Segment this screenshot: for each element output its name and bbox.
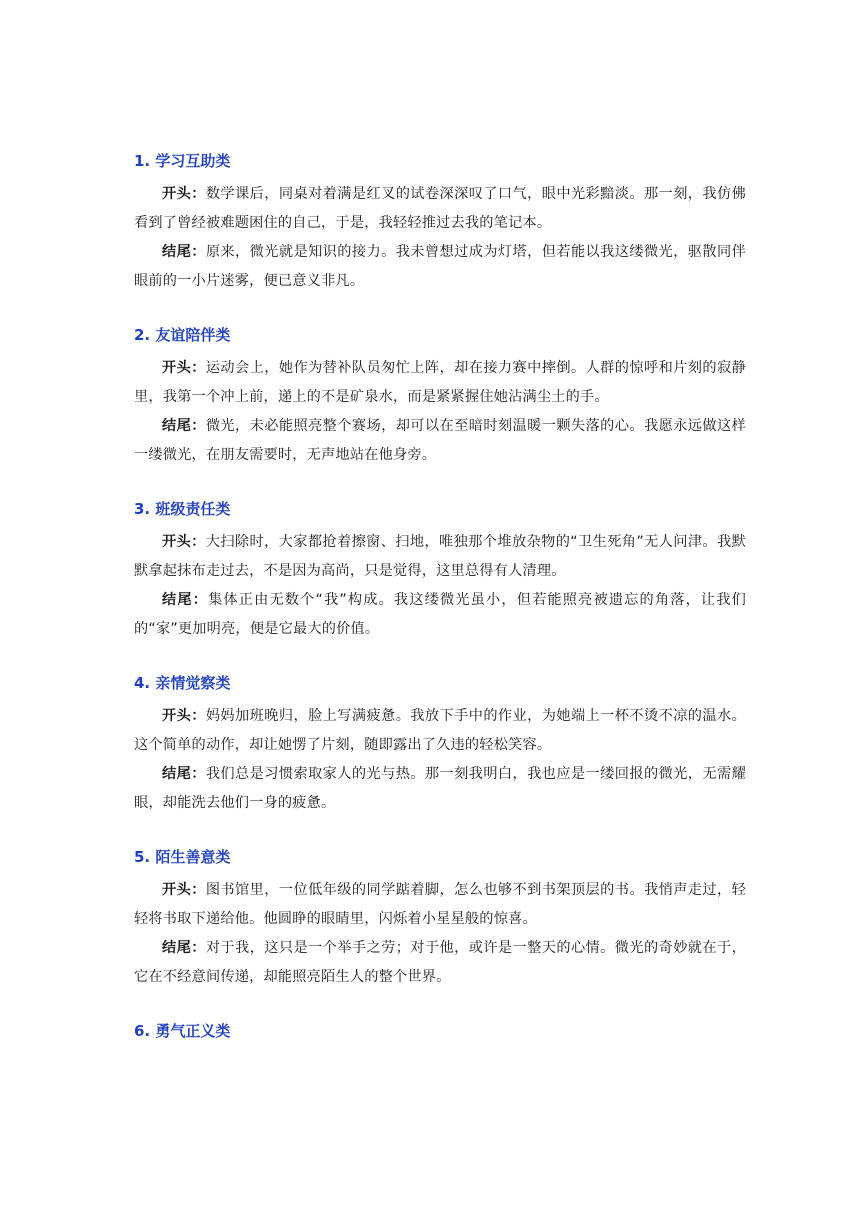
ending-label: 结尾： (162, 940, 206, 956)
opening-label: 开头： (162, 534, 206, 550)
ending-text: 对于我，这只是一个举手之劳；对于他，或许是一整天的心情。微光的奇妙就在于，它在不经意间传递，却能照亮陌生人的整个世界。 (134, 940, 747, 985)
opening-paragraph (134, 354, 746, 412)
ending-label: 结尾： (162, 418, 206, 434)
ending-paragraph (134, 934, 746, 992)
section-class-responsibility (134, 498, 746, 644)
document-content (134, 150, 746, 1070)
ending-text: 我们总是习惯索取家人的光与热。那一刻我明白，我也应是一缕回报的微光，无需耀眼，却能洗去他们一身的疲惫。 (134, 766, 747, 811)
opening-text: 数学课后，同桌对着满是红叉的试卷深深叹了口气，眼中光彩黯淡。那一刻，我仿佛看到了曾经被难题困住的自己，于是，我轻轻推过去我的笔记本。 (134, 186, 747, 231)
ending-text: 集体正由无数个“我”构成。我这缕微光虽小，但若能照亮被遗忘的角落，让我们的“家”更加明亮，便是它最大的价值。 (134, 592, 747, 637)
opening-text: 运动会上，她作为替补队员匆忙上阵，却在接力赛中摔倒。人群的惊呼和片刻的寂静里，我第一个冲上前，递上的不是矿泉水，而是紧紧握住她沾满尘土的手。 (134, 360, 747, 405)
opening-paragraph (134, 528, 746, 586)
opening-text: 妈妈加班晚归，脸上写满疲惫。我放下手中的作业，为她端上一杯不烫不凉的温水。这个简单的动作，却让她愣了片刻，随即露出了久违的轻松笑容。 (134, 708, 747, 753)
opening-text: 图书馆里，一位低年级的同学踮着脚，怎么也够不到书架顶层的书。我悄声走过，轻轻将书取下递给他。他圆睁的眼睛里，闪烁着小星星般的惊喜。 (134, 882, 747, 927)
ending-label: 结尾： (162, 592, 209, 608)
section-title: 2. 友谊陪伴类 (134, 326, 231, 344)
section-title: 4. 亲情觉察类 (134, 674, 231, 692)
ending-text: 微光，未必能照亮整个赛场，却可以在至暗时刻温暖一颗失落的心。我愿永远做这样一缕微光，在朋友需要时，无声地站在他身旁。 (134, 418, 747, 463)
opening-text: 大扫除时，大家都抢着擦窗、扫地，唯独那个堆放杂物的“卫生死角”无人问津。我默默拿起抹布走过去，不是因为高尚，只是觉得，这里总得有人清理。 (134, 534, 746, 579)
section-title: 1. 学习互助类 (134, 152, 231, 170)
section-friendship (134, 324, 746, 470)
section-courage-justice (134, 1020, 746, 1042)
opening-label: 开头： (162, 186, 206, 202)
section-stranger-kindness (134, 846, 746, 992)
ending-label: 结尾： (162, 766, 206, 782)
ending-paragraph (134, 760, 746, 818)
ending-paragraph (134, 586, 746, 644)
ending-paragraph (134, 412, 746, 470)
opening-paragraph (134, 702, 746, 760)
opening-paragraph (134, 180, 746, 238)
section-study-help (134, 150, 746, 296)
section-family (134, 672, 746, 818)
section-title: 5. 陌生善意类 (134, 848, 231, 866)
ending-paragraph (134, 238, 746, 296)
opening-paragraph (134, 876, 746, 934)
ending-label: 结尾： (162, 244, 206, 260)
section-title: 6. 勇气正义类 (134, 1022, 231, 1040)
opening-label: 开头： (162, 360, 206, 376)
section-title: 3. 班级责任类 (134, 500, 231, 518)
opening-label: 开头： (162, 708, 206, 724)
opening-label: 开头： (162, 882, 206, 898)
ending-text: 原来，微光就是知识的接力。我未曾想过成为灯塔，但若能以我这缕微光，驱散同伴眼前的一小片迷雾，便已意义非凡。 (134, 244, 747, 289)
